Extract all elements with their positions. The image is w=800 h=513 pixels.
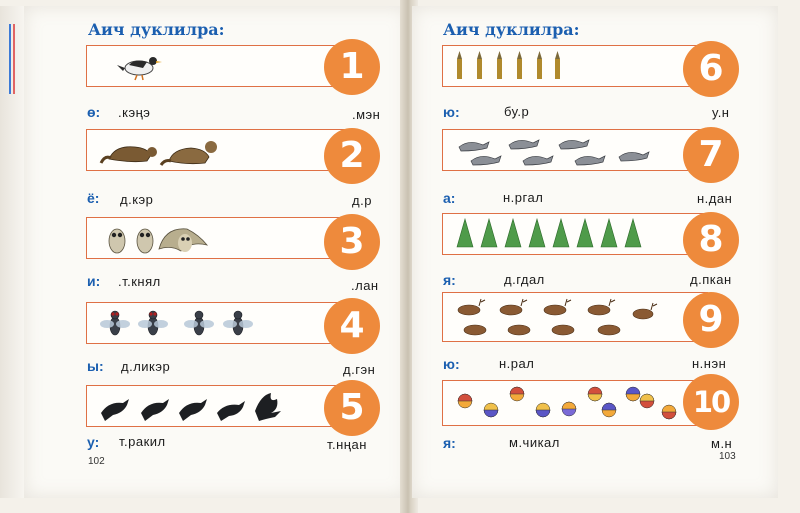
word-blank-10b: м.н [711,436,733,451]
word-blank-7a: н.ргал [503,190,544,205]
exercise-card-2 [86,129,358,171]
number-badge-8: 8 [683,212,739,268]
word-blank-1a: .кэңэ [118,105,151,120]
word-blank-5a: т.ракил [119,434,166,449]
word-blank-9b: н.нэн [692,356,727,371]
exercise-card-1 [86,45,358,87]
word-blank-5b: т.нңан [327,437,367,452]
vowel-label-8: я: [443,272,456,288]
vowel-label-6: ю: [443,104,460,120]
vowel-label-7: а: [443,190,456,206]
exercise-card-4 [86,302,358,344]
word-blank-6a: бу.р [504,104,530,119]
word-blank-10a: м.чикал [509,435,560,450]
exercise-card-6 [442,45,708,87]
word-blank-1b: .мэн [352,107,381,122]
number-badge-6: 6 [683,41,739,97]
word-blank-3a: .т.княл [118,274,161,289]
exercise-card-10 [442,380,708,426]
exercise-card-7 [442,129,708,171]
number-badge-5: 5 [324,380,380,436]
edge-stripe-blue [9,24,11,94]
number-badge-7: 7 [683,127,739,183]
left-page-number: 102 [88,456,105,467]
fly-icon [95,306,349,340]
word-blank-9a: н.рал [499,356,535,371]
word-blank-2a: д.кэр [120,192,154,207]
number-badge-3: 3 [324,214,380,270]
number-badge-9: 9 [683,292,739,348]
number-badge-10: 10 [683,374,739,430]
owl-icon [95,221,349,255]
crow-icon [95,389,349,423]
word-blank-8b: д.пкан [690,272,732,287]
cartridge-icon [451,49,699,83]
right-page-heading: Аич дуклилра: [443,20,580,39]
exercise-card-8 [442,213,708,255]
word-blank-6b: у.н [712,105,730,120]
number-badge-1: 1 [324,39,380,95]
left-page-heading: Аич дуклилра: [88,20,225,39]
number-badge-2: 2 [324,128,380,184]
bird-icon [95,49,349,83]
seal-icon [451,133,699,167]
word-blank-7b: н.дан [697,191,733,206]
word-blank-4a: д.ликэр [121,359,171,374]
vowel-label-5: у: [87,434,100,450]
vowel-label-9: ю: [443,356,460,372]
word-blank-4b: д.гэн [343,362,376,377]
vowel-label-4: ы: [87,358,104,374]
vowel-label-2: ё: [87,190,100,206]
book-edge [0,6,24,498]
ball-icon [451,384,699,418]
vowel-label-3: и: [87,273,101,289]
exercise-card-5 [86,385,358,427]
word-blank-8a: д.гдал [504,272,545,287]
fir-tree-icon [451,217,699,251]
vowel-label-1: ө: [87,104,101,120]
exercise-card-9 [442,292,708,342]
reindeer-icon [451,296,699,338]
otter-icon [95,133,349,167]
number-badge-4: 4 [324,298,380,354]
edge-stripe-red [13,24,15,94]
word-blank-3b: .лан [351,278,379,293]
exercise-card-3 [86,217,358,259]
word-blank-2b: д.р [352,193,372,208]
vowel-label-10: я: [443,435,456,451]
right-page-number: 103 [719,451,736,462]
